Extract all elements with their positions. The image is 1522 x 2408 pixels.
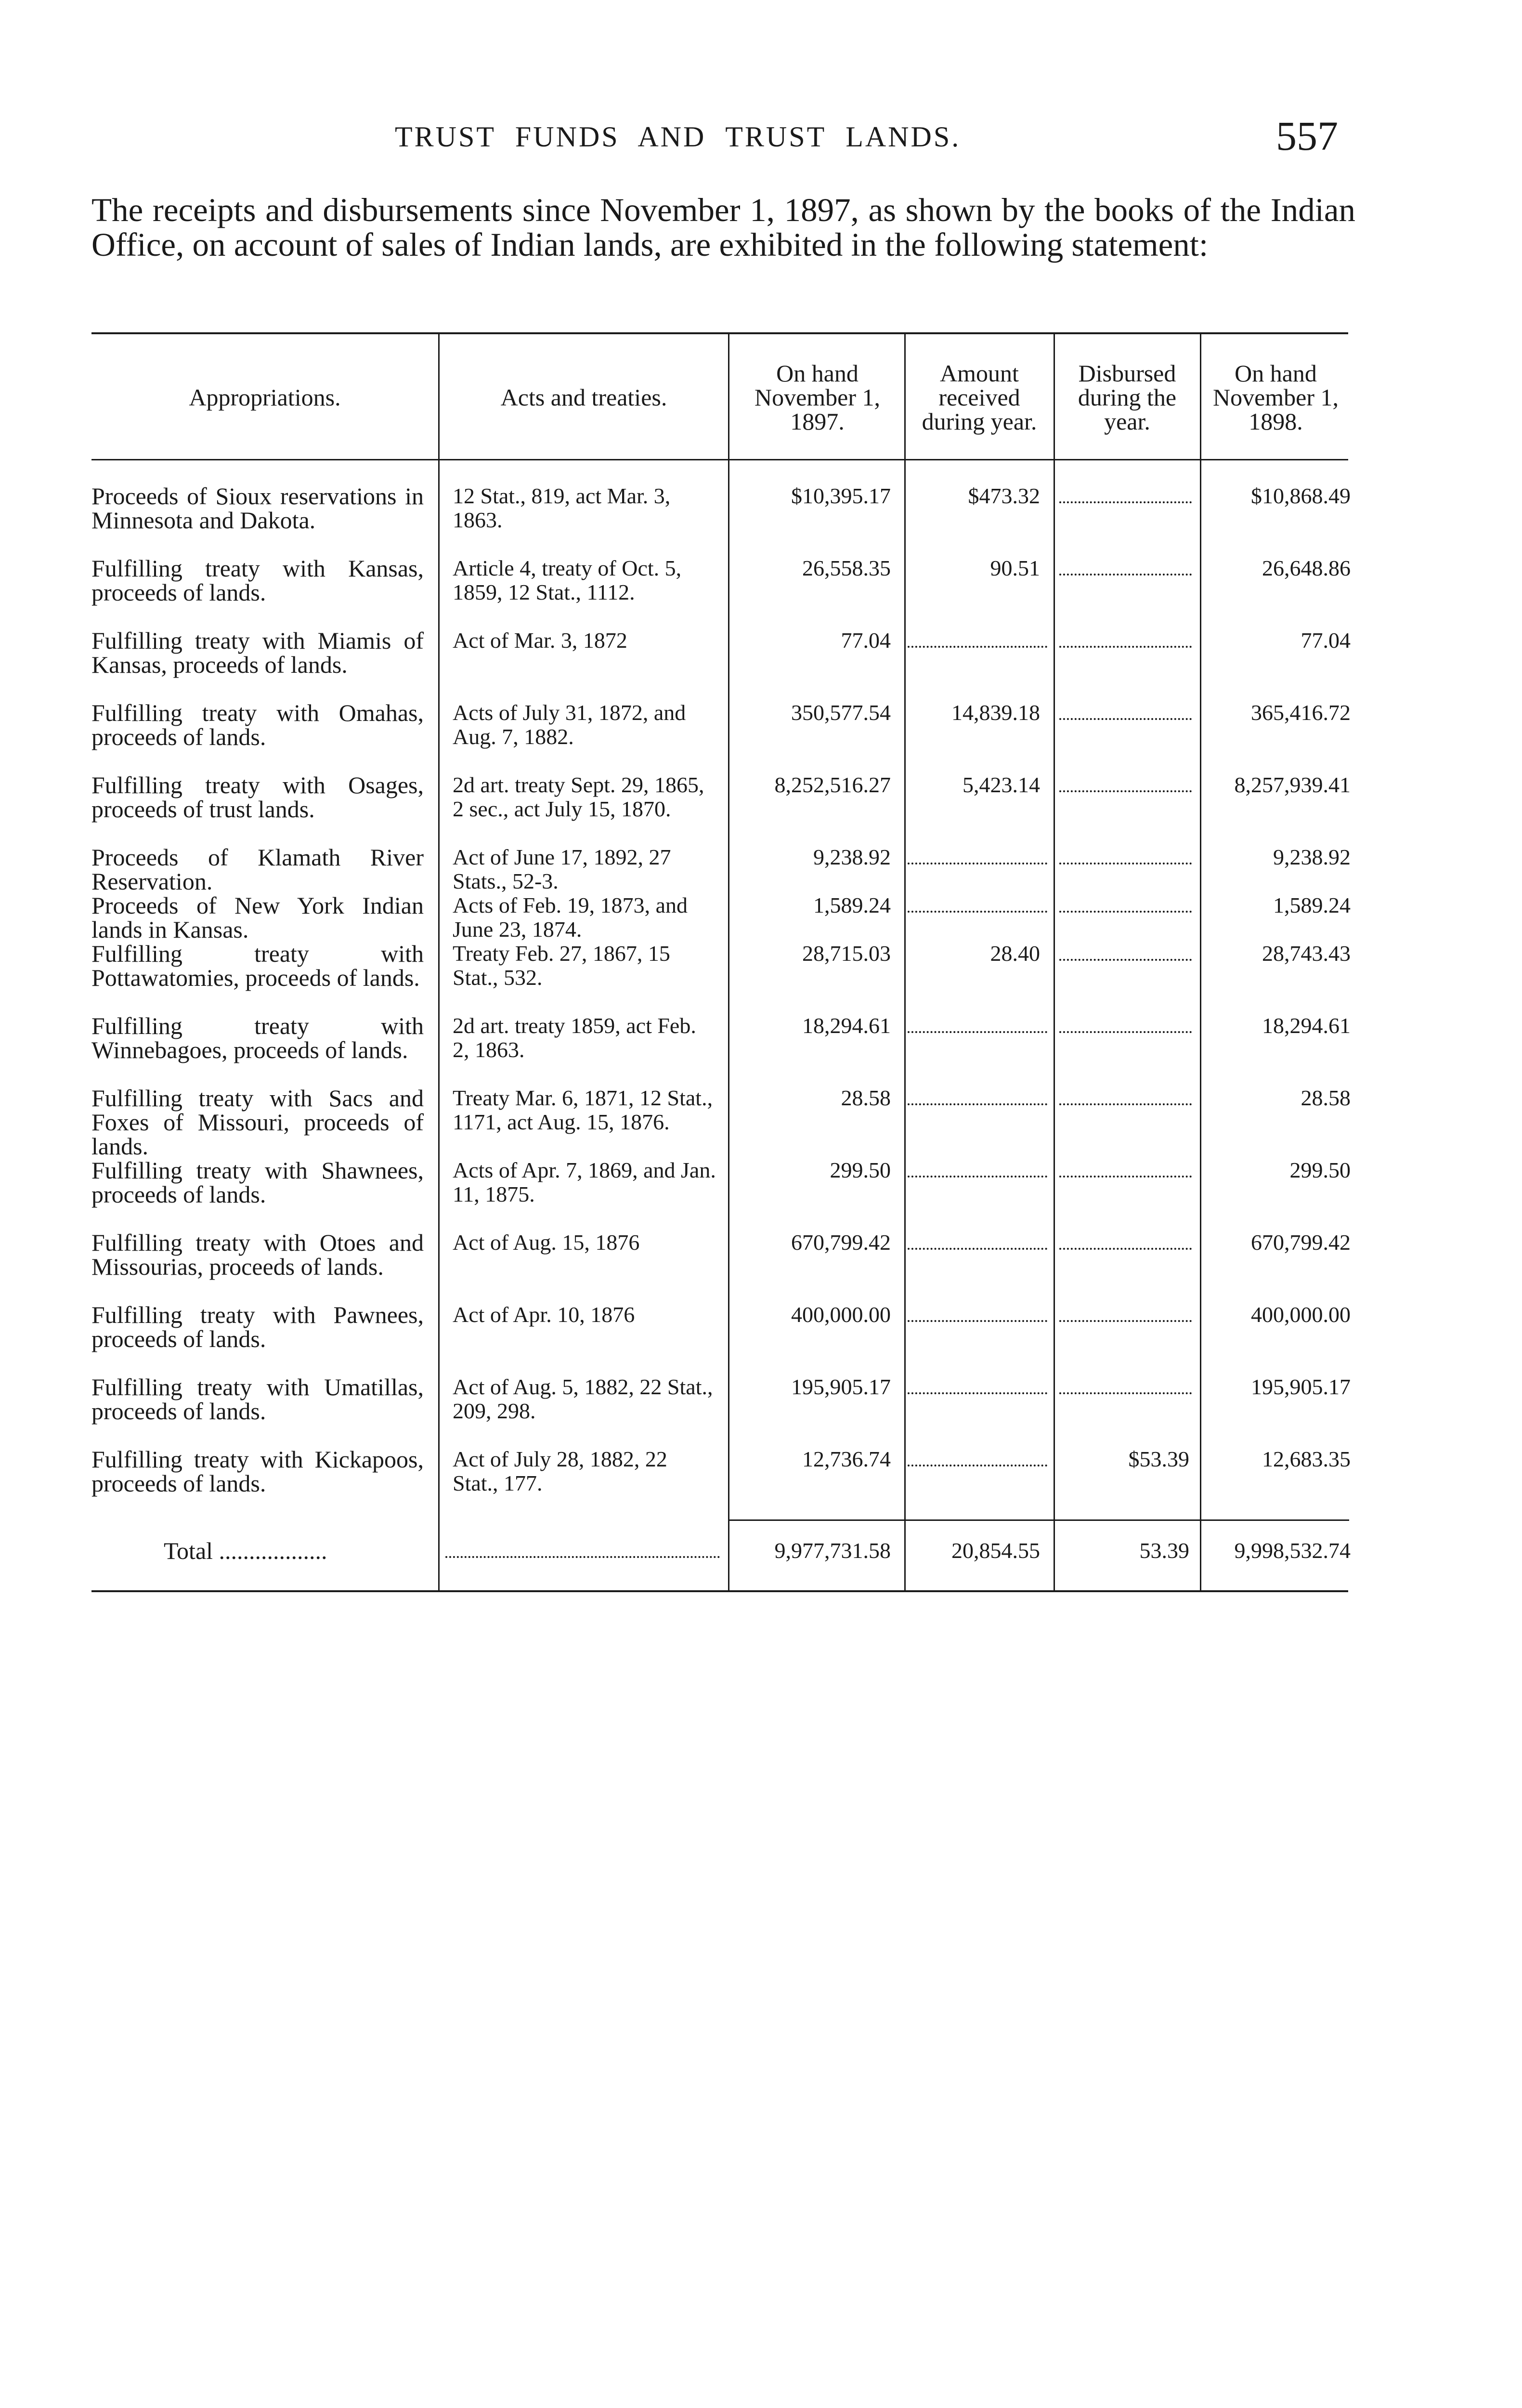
appropriation-cell: Fulfilling treaty with Umatillas, proceeds of lands. (91, 1374, 424, 1425)
table-top-rule (91, 332, 1348, 334)
acts-cell: 2d art. treaty 1859, act Feb. 2, 1863. (453, 1013, 696, 1062)
on-hand-1897-cell: 12,736.74 (802, 1447, 891, 1471)
appropriation-cell: Fulfilling treaty with Kansas, proceeds of lands. (91, 555, 424, 606)
table-header-rule (91, 459, 1348, 460)
on-hand-1897-cell: 195,905.17 (791, 1374, 891, 1399)
leader-dots (1059, 1303, 1192, 1322)
column-header-disbursed: Disbursed during the year. (1078, 360, 1177, 435)
appropriation-cell: Proceeds of New York Indian lands in Kansas. (91, 892, 424, 943)
on-hand-1898-cell: 8,257,939.41 (1234, 772, 1351, 797)
appropriation-cell: Fulfilling treaty with Osages, proceeds of trust lands. (91, 772, 424, 823)
received-cell: 90.51 (990, 556, 1040, 580)
total-on-hand-1897: 9,977,731.58 (774, 1538, 891, 1563)
on-hand-1898-cell: 26,648.86 (1262, 556, 1351, 580)
on-hand-1897-cell: 26,558.35 (802, 556, 891, 580)
on-hand-1897-cell: 28,715.03 (802, 941, 891, 966)
acts-cell: Acts of Apr. 7, 1869, and Jan. 11, 1875. (453, 1158, 716, 1206)
received-cell: 28.40 (990, 941, 1040, 966)
acts-cell: Treaty Mar. 6, 1871, 12 Stat., 1171, act Aug. 15, 1876. (453, 1086, 713, 1134)
appropriation-cell: Fulfilling treaty with Miamis of Kansas, proceeds of lands. (91, 627, 424, 678)
column-header-on-hand-1898: On hand November 1, 1898. (1212, 360, 1339, 435)
leader-dots (1059, 773, 1192, 792)
on-hand-1898-cell: 12,683.35 (1262, 1447, 1351, 1471)
column-divider (438, 334, 440, 1590)
total-label: Total .................. (164, 1539, 429, 1563)
received-cell: 14,839.18 (951, 700, 1040, 725)
acts-cell: Acts of July 31, 1872, and Aug. 7, 1882. (453, 700, 686, 749)
acts-cell: Act of Apr. 10, 1876 (453, 1302, 635, 1327)
appropriation-cell: Fulfilling treaty with Pawnees, proceeds of lands. (91, 1301, 424, 1352)
leader-dots: .................. (219, 1539, 327, 1563)
on-hand-1898-cell: 365,416.72 (1251, 700, 1351, 725)
leader-dots (1059, 893, 1192, 913)
acts-cell: Treaty Feb. 27, 1867, 15 Stat., 532. (453, 941, 670, 990)
page-number: 557 (1276, 113, 1338, 159)
on-hand-1898-cell: 28,743.43 (1262, 941, 1351, 966)
leader-dots (908, 628, 1047, 648)
total-received: 20,854.55 (951, 1538, 1040, 1563)
appropriation-cell: Proceeds of Sioux reservations in Minnesota and Dakota. (91, 483, 424, 534)
acts-cell: Act of June 17, 1892, 27 Stats., 52-3. (453, 845, 671, 893)
on-hand-1897-cell: 670,799.42 (791, 1230, 891, 1255)
received-cell: $473.32 (968, 484, 1040, 508)
disbursed-cell: $53.39 (1128, 1447, 1189, 1471)
leader-dots (1059, 484, 1192, 503)
acts-cell: Act of Aug. 15, 1876 (453, 1230, 640, 1255)
on-hand-1897-cell: 8,252,516.27 (774, 772, 891, 797)
on-hand-1897-cell: 77.04 (841, 628, 891, 653)
on-hand-1898-cell: 77.04 (1301, 628, 1351, 653)
received-cell: 5,423.14 (963, 772, 1040, 797)
acts-cell: Act of Aug. 5, 1882, 22 Stat., 209, 298. (453, 1374, 713, 1423)
on-hand-1898-cell: 18,294.61 (1262, 1013, 1351, 1038)
on-hand-1897-cell: 18,294.61 (802, 1013, 891, 1038)
leader-dots (1059, 556, 1192, 576)
on-hand-1898-cell: 1,589.24 (1273, 893, 1351, 917)
column-header-on-hand-1897: On hand November 1, 1897. (754, 360, 881, 435)
on-hand-1898-cell: 9,238.92 (1273, 845, 1351, 869)
leader-dots (908, 845, 1047, 864)
on-hand-1898-cell: $10,868.49 (1251, 484, 1351, 508)
acts-cell: Act of July 28, 1882, 22 Stat., 177. (453, 1447, 667, 1495)
on-hand-1897-cell: $10,395.17 (791, 484, 891, 508)
intro-paragraph: The receipts and disbursements since November 1, 1897, as shown by the books of the Indian Office, on account of sales of Indian lands, are exhibited in the following statement: (91, 192, 1355, 263)
acts-cell: Act of Mar. 3, 1872 (453, 628, 627, 653)
leader-dots (1059, 845, 1192, 864)
column-header-acts: Acts and treaties. (500, 384, 667, 411)
leader-dots (908, 1086, 1047, 1105)
leader-dots (908, 893, 1047, 913)
appropriation-cell: Fulfilling treaty with Shawnees, proceeds of lands. (91, 1157, 424, 1208)
total-sum-rule (728, 1519, 1349, 1521)
appropriation-cell: Fulfilling treaty with Winnebagoes, proceeds of lands. (91, 1012, 424, 1063)
acts-cell: Article 4, treaty of Oct. 5, 1859, 12 Stat., 1112. (453, 556, 682, 604)
leader-dots (908, 1303, 1047, 1322)
on-hand-1898-cell: 28.58 (1301, 1086, 1351, 1110)
leader-dots (1059, 942, 1192, 961)
leader-dots (908, 1014, 1047, 1033)
on-hand-1898-cell: 670,799.42 (1251, 1230, 1351, 1255)
acts-cell: 2d art. treaty Sept. 29, 1865, 2 sec., act July 15, 1870. (453, 772, 704, 821)
leader-dots (908, 1230, 1047, 1250)
on-hand-1897-cell: 1,589.24 (813, 893, 891, 917)
acts-cell: 12 Stat., 819, act Mar. 3, 1863. (453, 484, 671, 532)
leader-dots (908, 1447, 1047, 1466)
leader-dots (1059, 1375, 1192, 1394)
on-hand-1897-cell: 350,577.54 (791, 700, 891, 725)
appropriation-cell: Fulfilling treaty with Otoes and Missourias, proceeds of lands. (91, 1229, 424, 1280)
leader-dots (1059, 1230, 1192, 1250)
leader-dots (908, 1158, 1047, 1178)
on-hand-1897-cell: 9,238.92 (813, 845, 891, 869)
running-header-title: TRUST FUNDS AND TRUST LANDS. (395, 121, 961, 153)
total-on-hand-1898: 9,998,532.74 (1234, 1538, 1351, 1563)
appropriation-cell: Fulfilling treaty with Omahas, proceeds of lands. (91, 699, 424, 750)
total-disbursed: 53.39 (1139, 1538, 1189, 1563)
leader-dots (1059, 701, 1192, 720)
table-bottom-rule (91, 1590, 1348, 1592)
leader-dots (1059, 628, 1192, 648)
column-header-received: Amount received during year. (922, 360, 1037, 435)
on-hand-1898-cell: 195,905.17 (1251, 1374, 1351, 1399)
on-hand-1897-cell: 28.58 (841, 1086, 891, 1110)
on-hand-1897-cell: 299.50 (830, 1158, 891, 1182)
leader-dots (445, 1539, 720, 1558)
leader-dots (1059, 1086, 1192, 1105)
leader-dots (908, 1375, 1047, 1394)
column-divider (1054, 334, 1055, 1590)
on-hand-1898-cell: 299.50 (1289, 1158, 1351, 1182)
appropriation-cell: Fulfilling treaty with Pottawatomies, proceeds of lands. (91, 940, 424, 991)
appropriation-cell: Fulfilling treaty with Kickapoos, proceeds of lands. (91, 1446, 424, 1497)
leader-dots (1059, 1158, 1192, 1178)
column-header-appropriations: Appropriations. (189, 384, 341, 411)
appropriation-cell: Proceeds of Klamath River Reservation. (91, 844, 424, 895)
appropriation-cell: Fulfilling treaty with Sacs and Foxes of Missouri, proceeds of lands. (91, 1085, 424, 1160)
on-hand-1898-cell: 400,000.00 (1251, 1302, 1351, 1327)
acts-cell: Acts of Feb. 19, 1873, and June 23, 1874. (453, 893, 688, 942)
leader-dots (1059, 1014, 1192, 1033)
on-hand-1897-cell: 400,000.00 (791, 1302, 891, 1327)
